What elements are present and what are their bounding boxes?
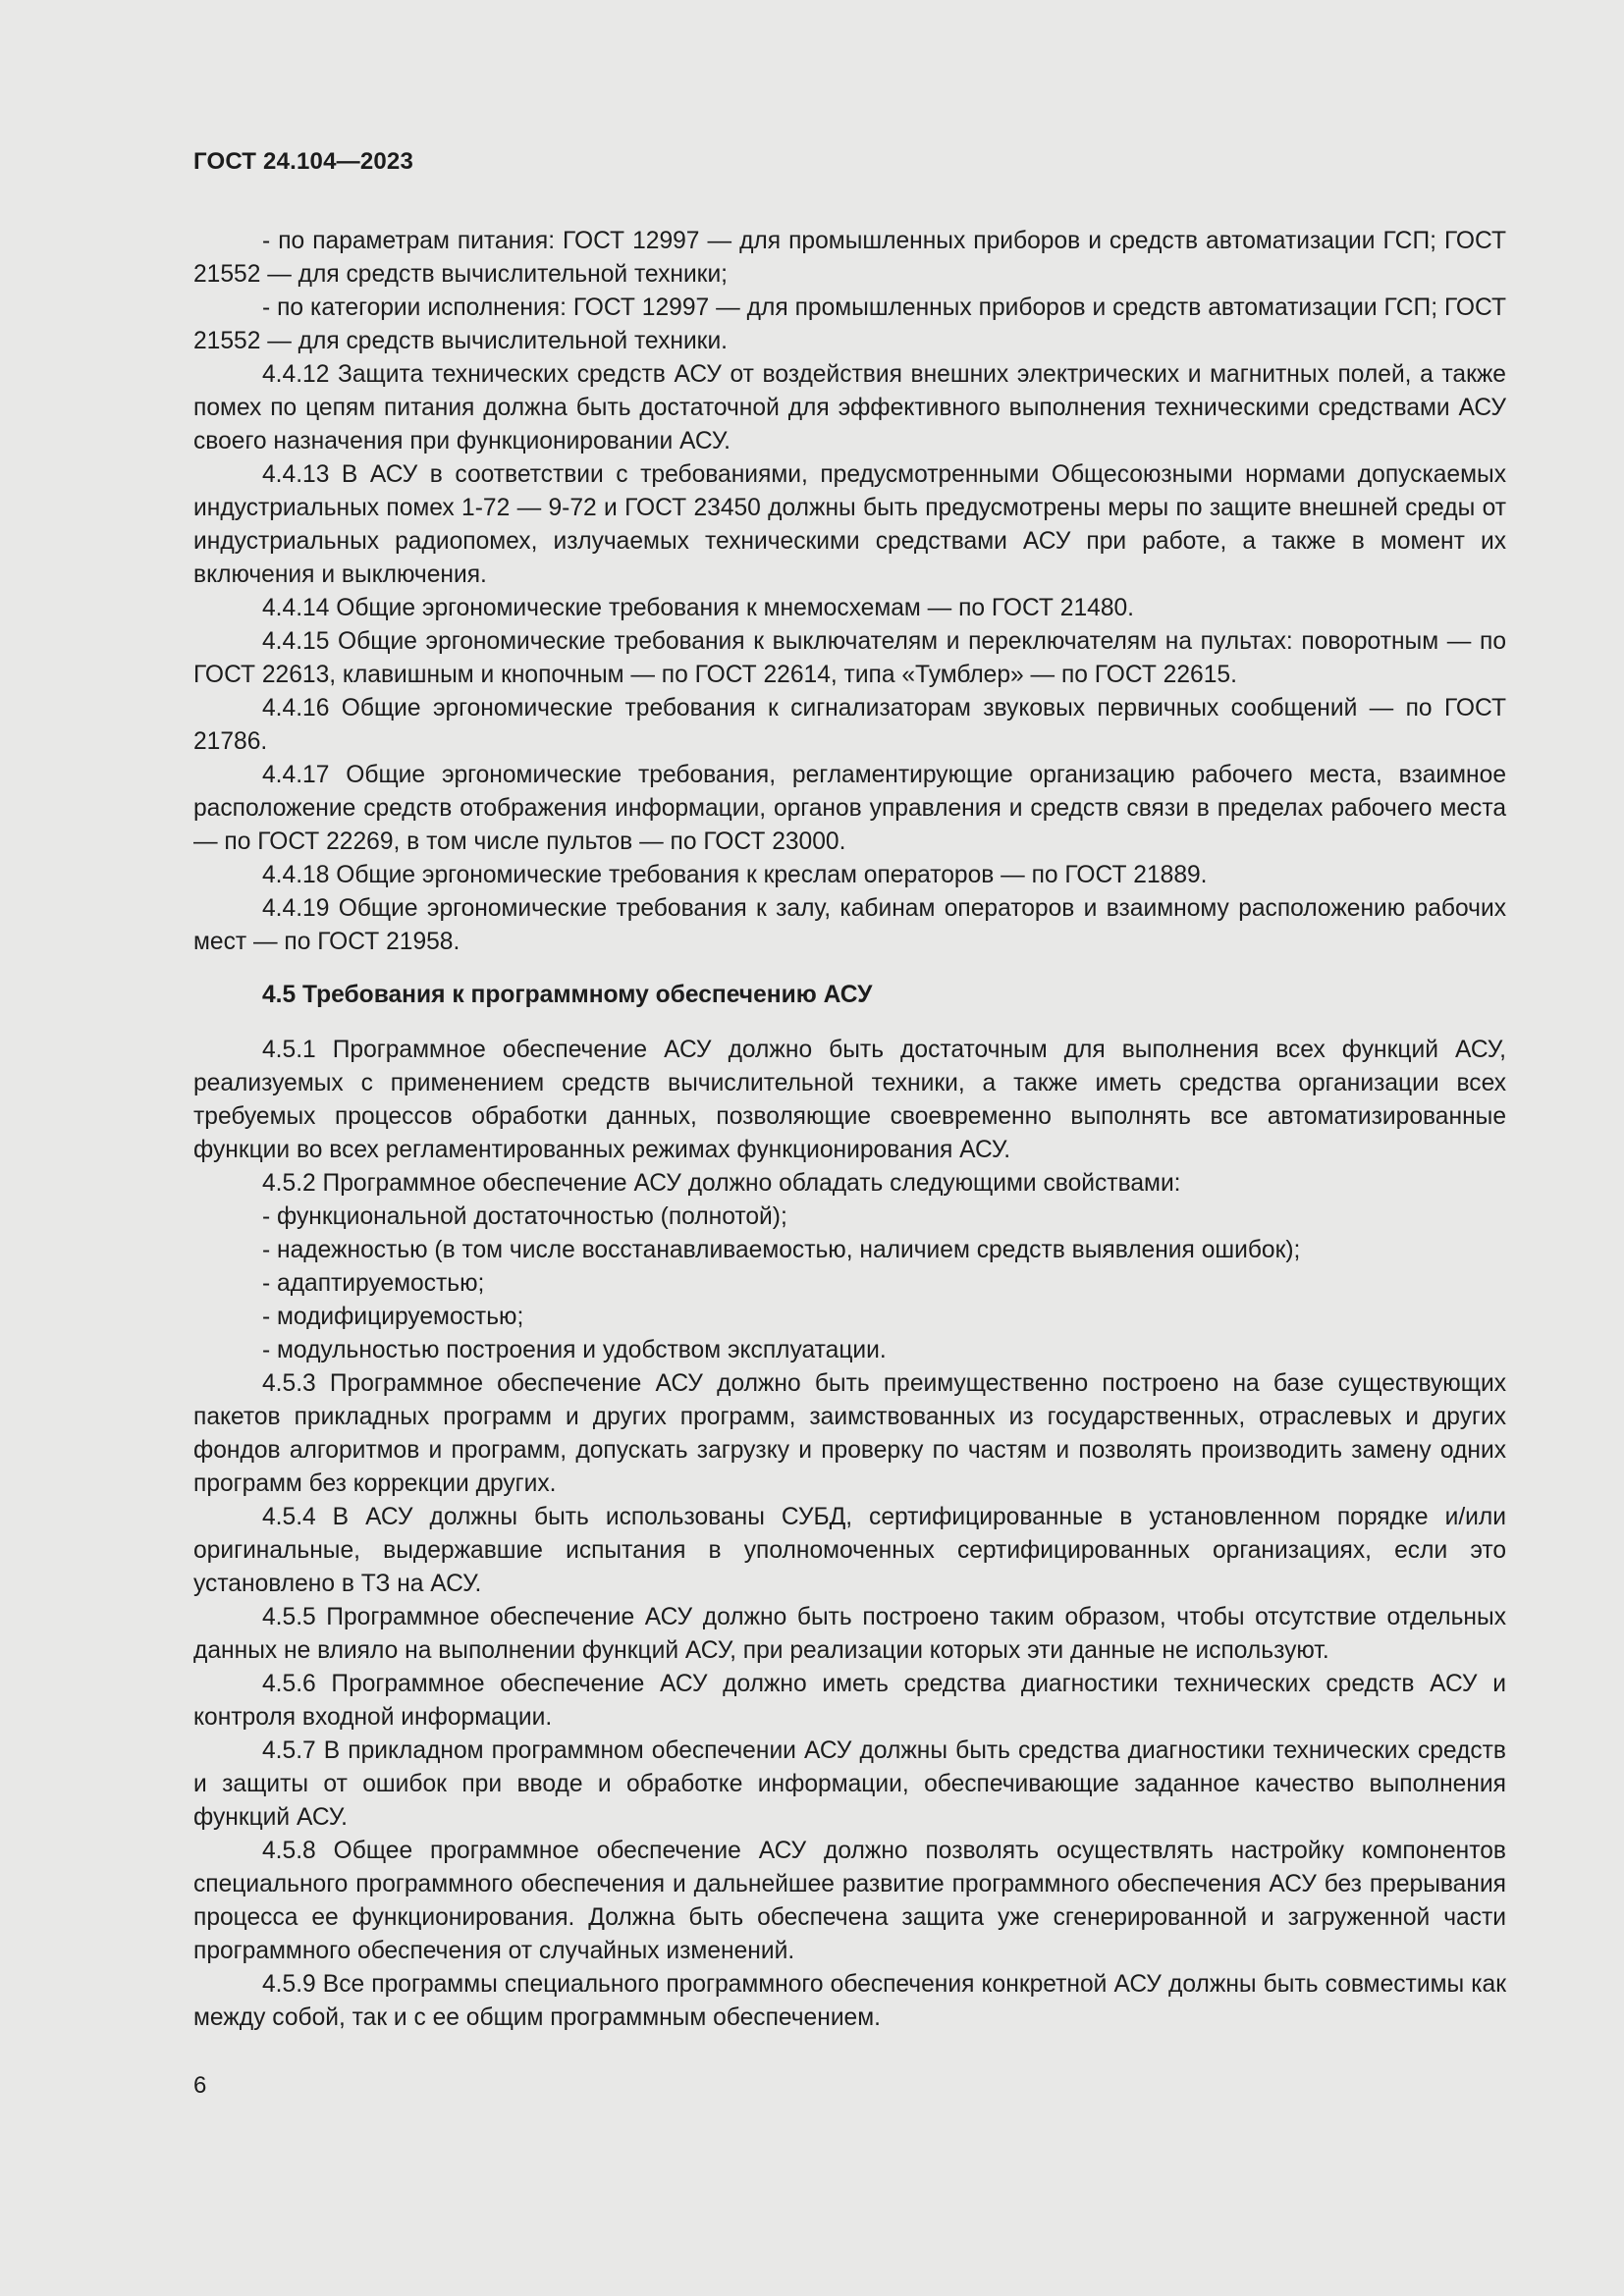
list-item: - надежностью (в том числе восстанавливаемостью, наличием средств выявления ошибок); [262, 1237, 1301, 1263]
paragraph: 4.5.8 Общее программное обеспечение АСУ должно позволять осуществлять настройку компонентов специального программного обеспечения и дальнейшее развитие программного обеспечения АСУ без прерывания процесса ее функционирования. Должна быть обеспечена защита уже сгенерированной и загруженной части программного обеспечения от случайных изменений. [193, 1838, 1506, 1964]
paragraph: 4.5.6 Программное обеспечение АСУ должно иметь средства диагностики технических средств АСУ и контроля входной информации. [193, 1671, 1506, 1731]
paragraph: 4.4.12 Защита технических средств АСУ от воздействия внешних электрических и магнитных полей, а также помех по цепям питания должна быть достаточной для эффективного выполнения техническими средствами АСУ своего назначения при функционировании АСУ. [193, 361, 1506, 454]
paragraph: 4.4.16 Общие эргономические требования к сигнализаторам звуковых первичных сообщений — по ГОСТ 21786. [193, 695, 1506, 755]
paragraph: 4.5.7 В прикладном программном обеспечении АСУ должны быть средства диагностики технических средств и защиты от ошибок при вводе и обработке информации, обеспечивающие заданное качество выполнения функций АСУ. [193, 1737, 1506, 1831]
paragraph: 4.5.2 Программное обеспечение АСУ должно обладать следующими свойствами: [262, 1170, 1181, 1197]
list-item: - модульностью построения и удобством эксплуатации. [262, 1337, 887, 1363]
paragraph: 4.4.14 Общие эргономические требования к мнемосхемам — по ГОСТ 21480. [262, 595, 1135, 621]
list-item: - адаптируемостью; [262, 1270, 485, 1297]
paragraph: 4.5.9 Все программы специального программного обеспечения конкретной АСУ должны быть совместимы как между собой, так и с ее общим программным обеспечением. [193, 1971, 1506, 2031]
page-number: 6 [193, 2072, 207, 2099]
paragraph: 4.5.5 Программное обеспечение АСУ должно быть построено таким образом, чтобы отсутствие отдельных данных не влияло на выполнении функций АСУ, при реализации которых эти данные не используют. [193, 1604, 1506, 1664]
paragraph: 4.4.13 В АСУ в соответствии с требованиями, предусмотренными Общесоюзными нормами допускаемых индустриальных помех 1-72 — 9-72 и ГОСТ 23450 должны быть предусмотрены меры по защите внешней среды от индустриальных радиопомех, излучаемых техническими средствами АСУ при работе, а также в момент их включения и выключения. [193, 461, 1506, 588]
list-item: - функциональной достаточностью (полнотой); [262, 1203, 787, 1230]
paragraph: 4.4.18 Общие эргономические требования к креслам операторов — по ГОСТ 21889. [262, 862, 1208, 888]
paragraph: - по категории исполнения: ГОСТ 12997 — для промышленных приборов и средств автоматизации ГСП; ГОСТ 21552 — для средств вычислительной техники. [193, 294, 1506, 354]
paragraph: 4.4.17 Общие эргономические требования, регламентирующие организацию рабочего места, взаимное расположение средств отображения информации, органов управления и средств связи в пределах рабочего места — по ГОСТ 22269, в том числе пультов — по ГОСТ 23000. [193, 762, 1506, 855]
paragraph: 4.5.4 В АСУ должны быть использованы СУБД, сертифицированные в установленном порядке и/или оригинальные, выдержавшие испытания в уполномоченных сертифицированных организациях, если это установлено в ТЗ на АСУ. [193, 1504, 1506, 1597]
paragraph: 4.5.1 Программное обеспечение АСУ должно быть достаточным для выполнения всех функций АСУ, реализуемых с применением средств вычислительной техники, а также иметь средства организации всех требуемых процессов обработки данных, позволяющие своевременно выполнять все автоматизированные функции во всех регламентированных режимах функционирования АСУ. [193, 1037, 1506, 1163]
paragraph: - по параметрам питания: ГОСТ 12997 — для промышленных приборов и средств автоматизации ГСП; ГОСТ 21552 — для средств вычислительной техники; [193, 228, 1506, 288]
list-item: - модифицируемостью; [262, 1304, 524, 1330]
paragraph: 4.5.3 Программное обеспечение АСУ должно быть преимущественно построено на базе существующих пакетов прикладных программ и других программ, заимствованных из государственных, отраслевых и других фондов алгоритмов и программ, допускать загрузку и проверку по частям и позволять производить замену одних программ без коррекции других. [193, 1370, 1506, 1497]
paragraph: 4.4.15 Общие эргономические требования к выключателям и переключателям на пультах: поворотным — по ГОСТ 22613, клавишным и кнопочным — по ГОСТ 22614, типа «Тумблер» — по ГОСТ 22615. [193, 628, 1506, 688]
section-heading: 4.5 Требования к программному обеспечению АСУ [262, 982, 873, 1008]
document-body [193, 225, 1506, 2035]
paragraph: 4.4.19 Общие эргономические требования к залу, кабинам операторов и взаимному расположению рабочих мест — по ГОСТ 21958. [193, 895, 1506, 955]
document-code-header: ГОСТ 24.104—2023 [193, 148, 414, 175]
